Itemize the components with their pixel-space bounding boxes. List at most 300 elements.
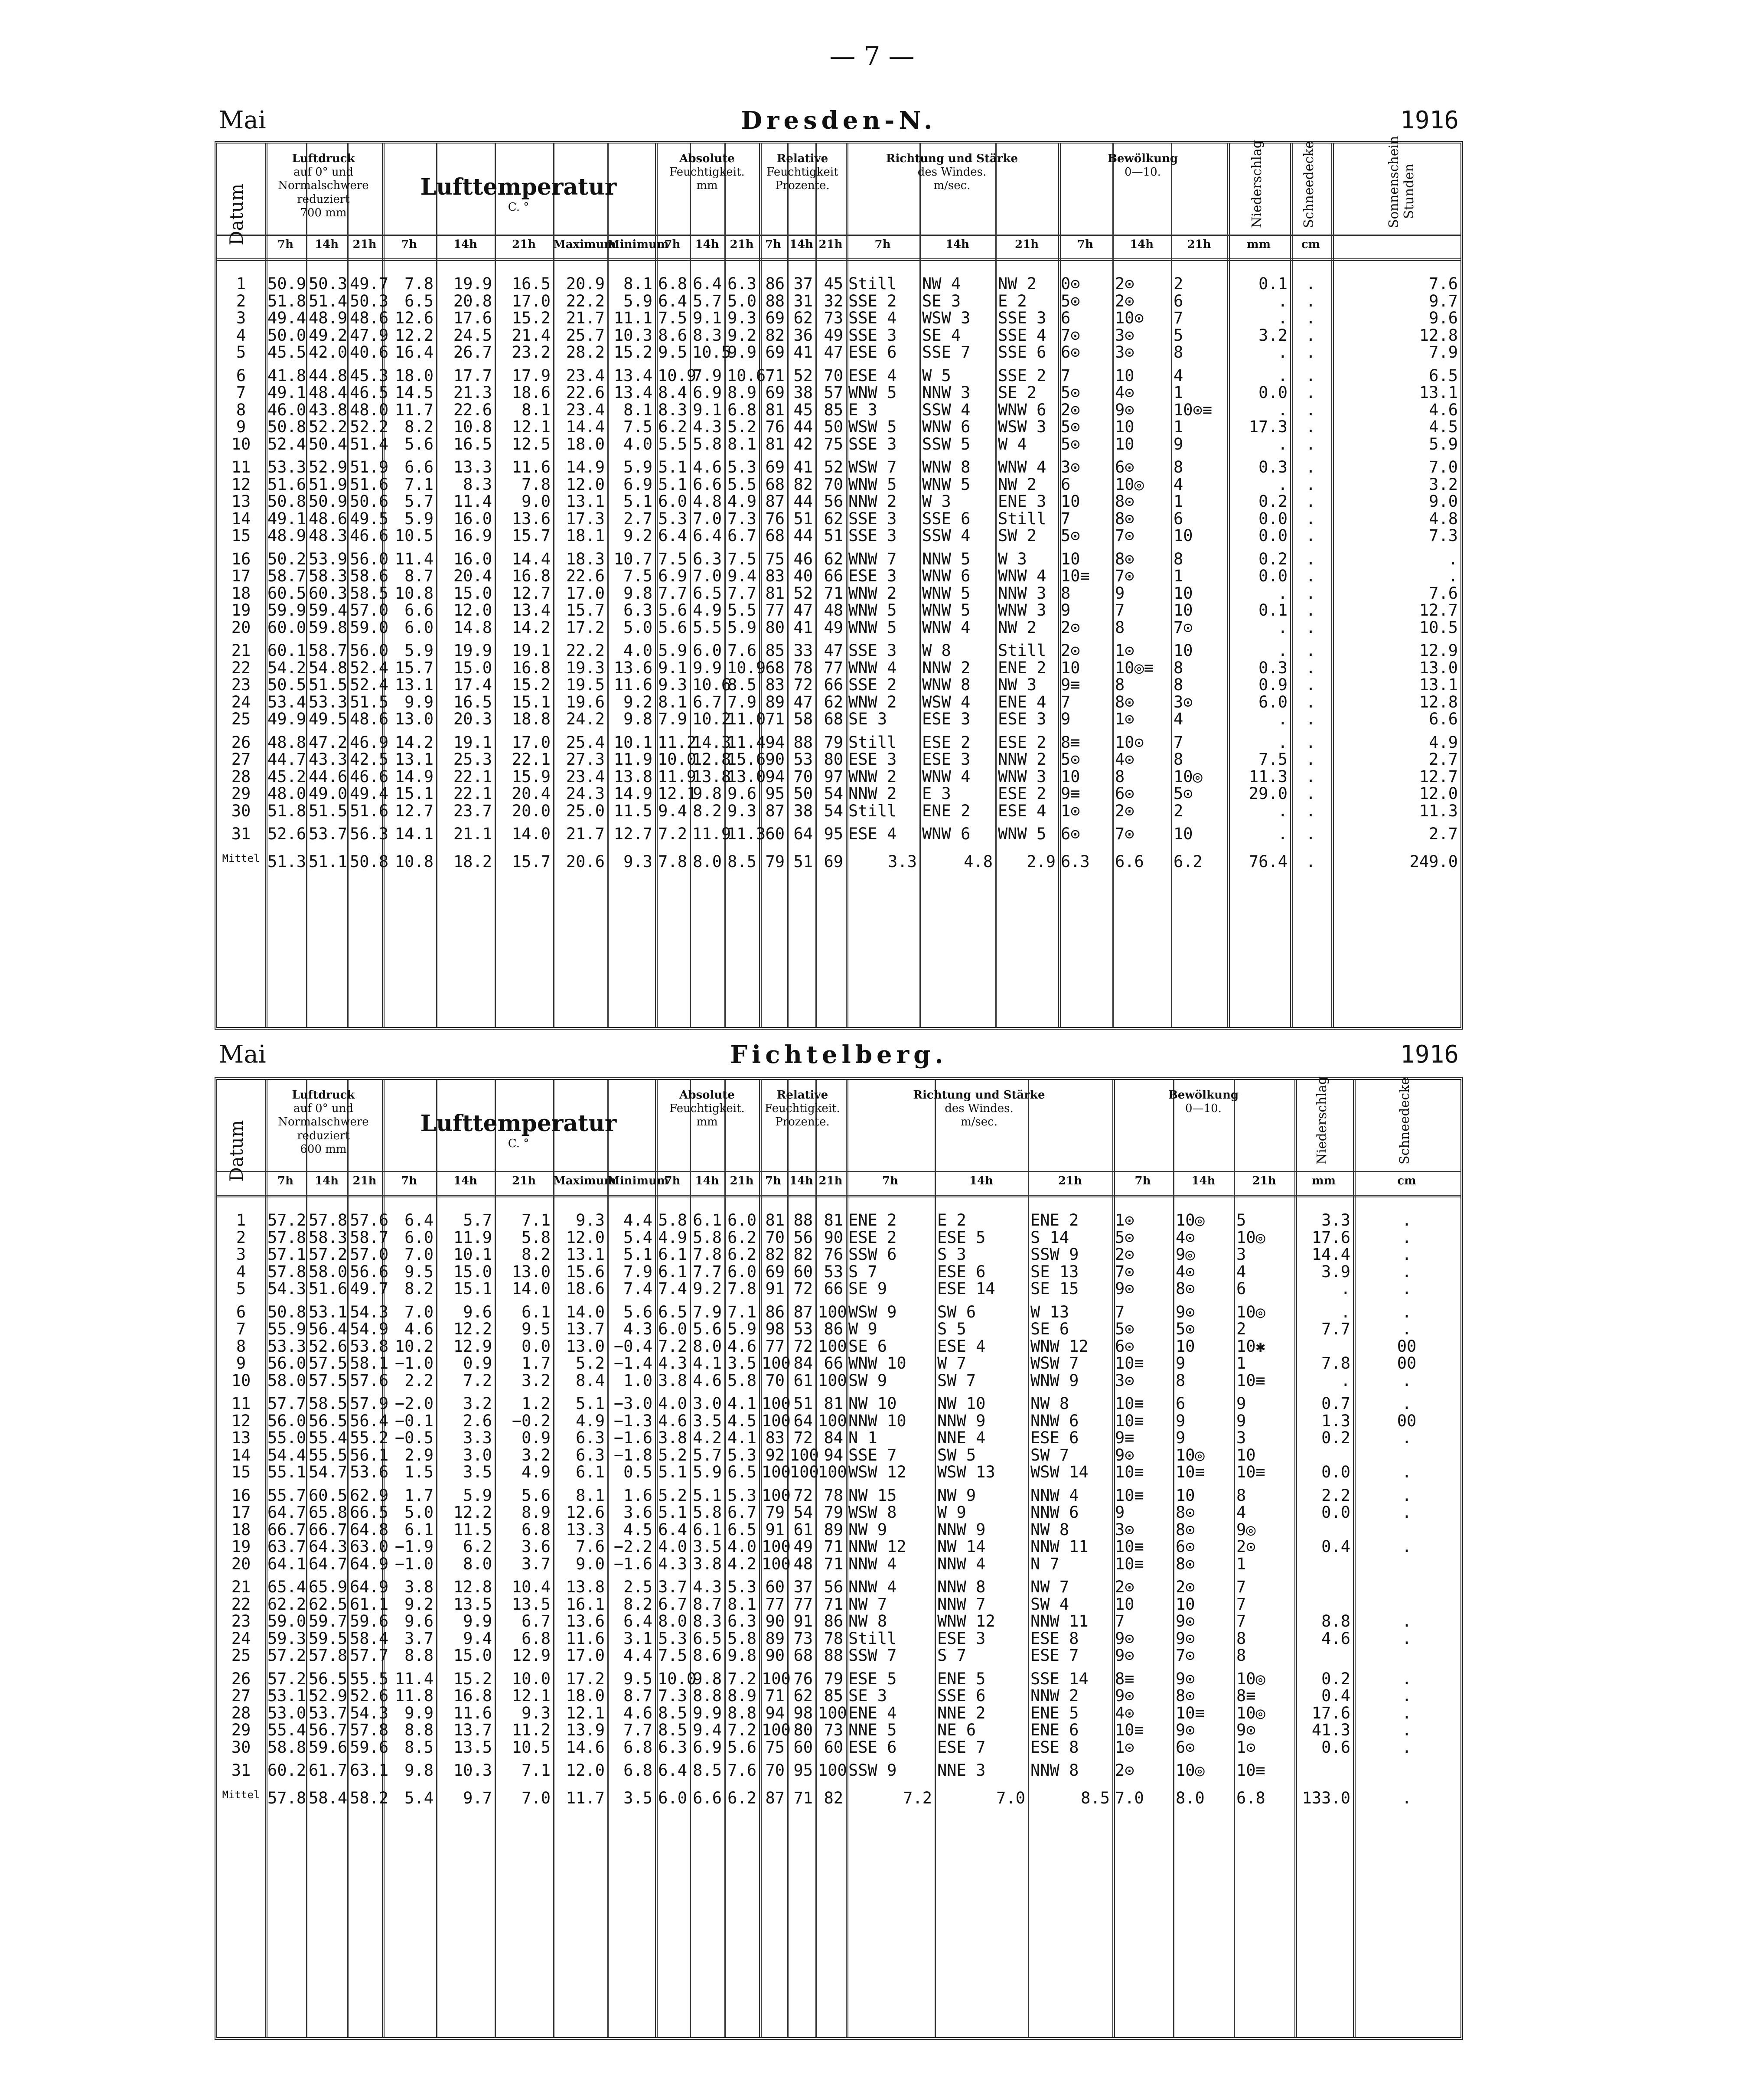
table-cell: 57.1 xyxy=(267,1245,306,1264)
table-cell: 60 xyxy=(824,1738,843,1757)
table-cell: 17 xyxy=(231,1503,251,1522)
table-cell: 6.6 xyxy=(1115,852,1144,871)
table-cell: 100 xyxy=(790,1445,819,1464)
table-cell: Still xyxy=(848,274,897,293)
table-row xyxy=(217,459,1460,476)
fichtelberg-month: Mai xyxy=(219,1040,266,1069)
table-cell: 66.7 xyxy=(309,1520,348,1539)
table-cell: 64.7 xyxy=(309,1554,348,1573)
table-cell: 10.6 xyxy=(727,366,766,385)
table-cell: 7 xyxy=(236,383,246,402)
table-cell: 10.4 xyxy=(512,1578,551,1596)
table-cell: 54.3 xyxy=(350,1703,389,1722)
table-row xyxy=(217,769,1460,786)
table-cell: 9≡ xyxy=(1061,675,1080,694)
table-cell: 64.3 xyxy=(309,1537,348,1556)
table-cell: 2⊙ xyxy=(1176,1578,1195,1596)
table-cell: 6.4 xyxy=(658,1520,687,1539)
table-row xyxy=(217,385,1460,402)
table-cell: WNW 4 xyxy=(998,458,1046,476)
table-cell xyxy=(1356,1447,1458,1464)
table-cell: 45 xyxy=(824,274,843,293)
table-cell: . xyxy=(1278,641,1288,660)
table-cell: 2⊙ xyxy=(1061,641,1080,660)
table-cell: WNW 6 xyxy=(922,825,971,843)
table-cell: E 2 xyxy=(937,1211,966,1229)
table-cell: . xyxy=(1278,343,1288,362)
table-cell: 62 xyxy=(824,692,843,711)
table-cell: 8.3 xyxy=(463,475,492,494)
table-cell: 8 xyxy=(1236,1486,1246,1505)
table-cell: 2⊙ xyxy=(1115,1245,1134,1264)
table-cell: 8.5 xyxy=(727,852,756,871)
table-cell: −0.5 xyxy=(394,1428,434,1447)
table-row xyxy=(217,1487,1460,1505)
table-cell: 64.9 xyxy=(350,1554,389,1573)
table-cell: 10.1 xyxy=(453,1245,492,1264)
table-cell: 0⊙ xyxy=(1061,274,1080,293)
table-cell: 98 xyxy=(793,1703,813,1722)
table-cell: 11.7 xyxy=(566,1788,605,1807)
table-row xyxy=(217,642,1460,660)
table-cell xyxy=(1356,1522,1458,1539)
table-cell: 14.2 xyxy=(512,618,551,637)
table-cell: 53.3 xyxy=(267,1337,306,1356)
table-cell: 56.0 xyxy=(350,641,389,660)
table-cell: 8.9 xyxy=(522,1503,551,1522)
table-cell: 56.1 xyxy=(350,1445,389,1464)
table-cell: 100 xyxy=(818,1302,847,1321)
table-cell: 7.5 xyxy=(1258,750,1288,769)
table-cell: 6.0 xyxy=(727,1211,756,1229)
table-cell: 3 xyxy=(1236,1245,1246,1264)
table-cell: 7.8 xyxy=(404,274,434,293)
table-cell: 54.3 xyxy=(267,1279,306,1298)
table-cell: ESE 4 xyxy=(848,366,897,385)
table-cell: 10 xyxy=(1115,417,1134,436)
table-cell: 7.3 xyxy=(727,509,756,528)
table-cell: 85 xyxy=(824,400,843,419)
table-row xyxy=(217,1647,1460,1665)
table-cell: 11.5 xyxy=(453,1520,492,1539)
table-cell: 5.1 xyxy=(658,1463,687,1481)
table-cell: 52.4 xyxy=(350,675,389,694)
table-cell: WSW 7 xyxy=(1030,1354,1079,1373)
table-cell: 9.3 xyxy=(623,852,652,871)
table-cell: 0.2 xyxy=(1321,1428,1350,1447)
table-cell: 56.3 xyxy=(350,825,389,843)
table-cell: 57.7 xyxy=(350,1646,389,1665)
table-cell: 7.2 xyxy=(727,1669,756,1688)
table-cell: 18.0 xyxy=(394,366,434,385)
table-cell: 12.7 xyxy=(512,584,551,603)
table-cell: NNW 6 xyxy=(1030,1503,1079,1522)
table-cell: 22.1 xyxy=(512,750,551,769)
table-cell: 7.5 xyxy=(727,549,756,568)
table-cell: 6.2 xyxy=(1174,852,1203,871)
table-cell: 7.6 xyxy=(1429,274,1458,293)
table-cell: 56.4 xyxy=(350,1411,389,1430)
table-cell: 11.4 xyxy=(394,549,434,568)
table-cell: 4.0 xyxy=(727,1537,756,1556)
table-cell: 69 xyxy=(765,309,785,327)
table-cell: ENE 3 xyxy=(998,492,1046,511)
table-cell: 2⊙ xyxy=(1061,618,1080,637)
table-cell: 54 xyxy=(824,801,843,820)
table-cell: 100 xyxy=(762,1354,791,1373)
table-cell: NW 7 xyxy=(848,1595,887,1614)
table-cell: S 14 xyxy=(1030,1228,1069,1247)
table-cell: 45.5 xyxy=(267,343,306,362)
table-cell: . xyxy=(1278,366,1288,385)
table-cell: 11.5 xyxy=(613,801,652,820)
table-cell: 9.2 xyxy=(727,326,756,345)
table-cell: 7.7 xyxy=(658,584,687,603)
table-cell: 59.6 xyxy=(350,1738,389,1757)
table-cell: . xyxy=(1306,417,1316,436)
abs-feuchtigkeit-header-line: mm xyxy=(696,179,718,192)
table-cell: 12 xyxy=(231,475,251,494)
table-cell: 51.4 xyxy=(350,434,389,453)
table-cell: 2.9 xyxy=(404,1445,434,1464)
table-cell: 7.5 xyxy=(658,309,687,327)
table-cell: 4.4 xyxy=(623,1211,652,1229)
subheader-cell: cm xyxy=(1301,238,1320,251)
table-cell: 5 xyxy=(1174,326,1183,345)
table-cell: 9.1 xyxy=(693,400,722,419)
table-cell: 4.1 xyxy=(727,1394,756,1413)
table-cell: 30 xyxy=(231,801,251,820)
table-cell: 24.2 xyxy=(566,710,605,728)
table-cell: 71 xyxy=(824,1537,843,1556)
luftdruck-header-line: reduziert xyxy=(297,192,350,206)
table-cell: 0.9 xyxy=(1258,675,1288,694)
table-cell: 49.5 xyxy=(350,509,389,528)
table-cell: . xyxy=(1306,584,1316,603)
table-cell: 8 xyxy=(1174,458,1183,476)
table-cell: 59.6 xyxy=(309,1738,348,1757)
table-cell: . xyxy=(1306,692,1316,711)
table-cell: 6.7 xyxy=(658,1595,687,1614)
table-cell: W 3 xyxy=(922,492,951,511)
table-cell: −0.1 xyxy=(394,1411,434,1430)
table-cell: 37 xyxy=(793,274,813,293)
table-cell: 15.6 xyxy=(566,1262,605,1281)
table-cell: 10≡ xyxy=(1176,1703,1205,1722)
table-cell: 9.4 xyxy=(727,567,756,585)
table-cell: NNW 3 xyxy=(998,584,1046,603)
table-cell: 23.2 xyxy=(512,343,551,362)
table-cell: 6.0 xyxy=(693,641,722,660)
table-cell: 60.2 xyxy=(267,1761,306,1780)
table-cell: 8.2 xyxy=(522,1245,551,1264)
table-cell: 58.0 xyxy=(309,1262,348,1281)
table-cell: 7.9 xyxy=(1429,343,1458,362)
table-cell: 2 xyxy=(1174,801,1183,820)
table-cell: 15.2 xyxy=(512,309,551,327)
header-divider xyxy=(217,1171,1460,1172)
table-cell: 2 xyxy=(236,1228,246,1247)
table-cell: 6.4 xyxy=(404,1211,434,1229)
table-cell: 53 xyxy=(793,750,813,769)
table-cell: 53 xyxy=(793,1320,813,1338)
table-cell: 60.5 xyxy=(309,1486,348,1505)
table-cell: −1.4 xyxy=(613,1354,652,1373)
table-cell: 3.8 xyxy=(404,1578,434,1596)
table-cell: 8.1 xyxy=(576,1486,605,1505)
table-cell: ESE 5 xyxy=(848,1669,897,1688)
table-cell: 12.8 xyxy=(453,1578,492,1596)
table-cell: 51 xyxy=(824,526,843,545)
table-cell: 1.5 xyxy=(404,1463,434,1481)
table-row xyxy=(217,1355,1460,1373)
table-row xyxy=(217,1688,1460,1705)
table-cell: 5.4 xyxy=(404,1788,434,1807)
table-cell: SSW 4 xyxy=(922,526,971,545)
table-cell: 2 xyxy=(236,291,246,310)
table-cell: 56.0 xyxy=(267,1411,306,1430)
table-cell: 18.2 xyxy=(453,852,492,871)
table-cell: 83 xyxy=(765,675,785,694)
table-cell: 48.3 xyxy=(309,526,348,545)
table-cell: 57.6 xyxy=(350,1211,389,1229)
table-cell: 6.8 xyxy=(658,274,687,293)
table-row xyxy=(217,1246,1460,1264)
table-cell: . xyxy=(1278,400,1288,419)
table-cell: SW 7 xyxy=(937,1371,976,1390)
table-cell: 6.9 xyxy=(623,475,652,494)
table-cell: 50.9 xyxy=(309,492,348,511)
table-cell: ENE 5 xyxy=(937,1669,986,1688)
table-cell: SSE 6 xyxy=(998,343,1046,362)
table-cell: 00 xyxy=(1397,1411,1417,1430)
bewoelkung-header-line: 0—10. xyxy=(1125,166,1161,179)
table-cell: W 9 xyxy=(848,1320,877,1338)
table-cell: 9≡ xyxy=(1115,1428,1134,1447)
table-cell: 48.0 xyxy=(267,784,306,803)
table-cell: 43.8 xyxy=(309,400,348,419)
table-cell: 6.5 xyxy=(693,584,722,603)
table-cell: 8.2 xyxy=(404,417,434,436)
table-cell: SSE 3 xyxy=(848,326,897,345)
table-cell: −1.0 xyxy=(394,1554,434,1573)
table-cell: 5.9 xyxy=(693,1463,722,1481)
table-cell: 27.3 xyxy=(566,750,605,769)
table-cell: 5.8 xyxy=(658,1211,687,1229)
subheader-cell: 7h xyxy=(277,238,293,251)
table-cell: NNW 4 xyxy=(937,1554,986,1573)
table-cell: SW 6 xyxy=(937,1302,976,1321)
table-cell: WSW 12 xyxy=(848,1463,906,1481)
table-cell: 9.5 xyxy=(404,1262,434,1281)
table-cell: 4.9 xyxy=(576,1411,605,1430)
table-cell: 13.0 xyxy=(727,767,766,786)
table-cell: 12.9 xyxy=(512,1646,551,1665)
table-cell: 31 xyxy=(231,825,251,843)
table-cell: 57.2 xyxy=(309,1245,348,1264)
table-cell: 14.4 xyxy=(1311,1245,1350,1264)
table-cell: NW 15 xyxy=(848,1486,897,1505)
table-cell: 66 xyxy=(824,1354,843,1373)
table-cell: 5.1 xyxy=(658,475,687,494)
table-cell: 58.8 xyxy=(267,1738,306,1757)
table-cell: 63.0 xyxy=(350,1537,389,1556)
table-cell: 9≡ xyxy=(1061,784,1080,803)
table-cell: 7.8 xyxy=(693,1245,722,1264)
table-row xyxy=(217,826,1460,843)
table-cell: 56 xyxy=(824,1578,843,1596)
table-cell: 11.9 xyxy=(453,1228,492,1247)
table-cell: 7.2 xyxy=(903,1788,932,1807)
table-cell: 90 xyxy=(765,750,785,769)
table-cell: 1⊙ xyxy=(1115,710,1134,728)
table-cell: 51.6 xyxy=(350,801,389,820)
abs-feuchtigkeit-header xyxy=(655,1089,759,1129)
table-cell: 12.8 xyxy=(692,750,731,769)
table-cell: 50.0 xyxy=(267,326,306,345)
table-cell: 57.2 xyxy=(267,1211,306,1229)
table-cell: −1.3 xyxy=(613,1411,652,1430)
lufttemperatur-header-line: Lufttemperatur xyxy=(420,174,617,200)
table-cell: 7.7 xyxy=(1321,1320,1350,1338)
table-cell: 21.7 xyxy=(566,825,605,843)
table-cell: 10 xyxy=(1176,1486,1195,1505)
table-cell: 51.8 xyxy=(267,801,306,820)
mittel-row xyxy=(217,854,1460,871)
table-row xyxy=(217,1338,1460,1356)
table-cell: 66 xyxy=(824,675,843,694)
table-cell: 5.5 xyxy=(727,601,756,620)
table-cell: −1.8 xyxy=(613,1445,652,1464)
table-cell: 20.4 xyxy=(512,784,551,803)
table-cell: 89 xyxy=(765,1629,785,1648)
table-cell: 9.3 xyxy=(727,801,756,820)
table-cell: 5 xyxy=(236,1279,246,1298)
table-cell: 5.9 xyxy=(727,618,756,637)
table-cell: 51 xyxy=(793,509,813,528)
table-cell: 6.1 xyxy=(693,1211,722,1229)
table-cell: 57.2 xyxy=(267,1646,306,1665)
table-cell: NNW 4 xyxy=(1030,1486,1079,1505)
table-cell: 6 xyxy=(1061,475,1071,494)
table-cell: 78 xyxy=(793,658,813,677)
table-cell: 2⊙ xyxy=(1061,400,1080,419)
table-cell: 9 xyxy=(1115,1503,1125,1522)
table-cell: 23 xyxy=(231,1612,251,1630)
table-cell: SSE 2 xyxy=(848,291,897,310)
table-cell: 8 xyxy=(1115,675,1125,694)
datum-header: Datum xyxy=(226,1120,247,1182)
table-cell: . xyxy=(1402,1738,1412,1757)
table-cell: 71 xyxy=(765,1686,785,1705)
subheader-cell: 14h xyxy=(453,1174,478,1187)
table-cell: SSE 14 xyxy=(1030,1669,1089,1688)
table-row xyxy=(217,1671,1460,1688)
table-cell: 9◎ xyxy=(1176,1245,1195,1264)
table-cell: 62 xyxy=(824,509,843,528)
table-cell: 57.0 xyxy=(350,1245,389,1264)
subheader-cell: Minimum xyxy=(607,238,669,251)
table-cell: 8 xyxy=(1174,343,1183,362)
table-cell: 12.2 xyxy=(394,326,434,345)
table-cell: 51.1 xyxy=(309,852,348,871)
table-cell: 10≡ xyxy=(1236,1371,1265,1390)
table-cell xyxy=(1356,1762,1458,1780)
table-cell: 8 xyxy=(1115,618,1125,637)
table-cell: 11.7 xyxy=(394,400,434,419)
table-cell: 10.8 xyxy=(394,584,434,603)
table-cell: 3.3 xyxy=(888,852,917,871)
table-cell: 50.3 xyxy=(350,291,389,310)
table-cell: 69 xyxy=(765,343,785,362)
table-cell: 52.6 xyxy=(267,825,306,843)
table-cell: 9 xyxy=(1236,1411,1246,1430)
table-cell: 56 xyxy=(793,1228,813,1247)
table-cell: 44 xyxy=(793,417,813,436)
table-cell: 7 xyxy=(1115,1612,1125,1630)
table-row xyxy=(217,1212,1460,1229)
table-cell: 16.1 xyxy=(566,1595,605,1614)
table-cell: 54.3 xyxy=(350,1302,389,1321)
table-cell: SW 2 xyxy=(998,526,1037,545)
table-cell: 6.1 xyxy=(658,1262,687,1281)
table-cell: 1 xyxy=(1174,417,1183,436)
table-cell: −1.6 xyxy=(613,1428,652,1447)
table-cell: 0.7 xyxy=(1321,1394,1350,1413)
table-cell: 48.4 xyxy=(309,383,348,402)
table-cell: . xyxy=(1340,1279,1350,1298)
table-cell: . xyxy=(1306,366,1316,385)
table-row xyxy=(217,734,1460,752)
table-cell: 52 xyxy=(793,584,813,603)
table-cell: 3.0 xyxy=(463,1445,492,1464)
table-cell: 69 xyxy=(765,1262,785,1281)
table-cell: NW 9 xyxy=(937,1486,976,1505)
table-cell: 9.5 xyxy=(623,1669,652,1688)
table-cell: 12.0 xyxy=(566,475,605,494)
table-cell: 8.9 xyxy=(727,383,756,402)
table-cell: 9⊙ xyxy=(1115,1686,1134,1705)
table-cell: 10≡ xyxy=(1115,1554,1144,1573)
table-cell: . xyxy=(1278,825,1288,843)
abs-feuchtigkeit-header-line: Absolute xyxy=(679,1089,735,1102)
table-cell: 8 xyxy=(1061,584,1071,603)
table-cell: 49.5 xyxy=(309,710,348,728)
table-cell: 1.7 xyxy=(522,1354,551,1373)
table-cell: 10.5 xyxy=(394,526,434,545)
table-row xyxy=(217,1396,1460,1413)
table-cell: 87 xyxy=(765,492,785,511)
subheader-cell: 14h xyxy=(789,1174,814,1187)
table-cell: WNW 9 xyxy=(1030,1371,1079,1390)
table-cell: 13.4 xyxy=(613,366,652,385)
table-cell: NNW 8 xyxy=(1030,1761,1079,1780)
page-number: — 7 — xyxy=(829,41,915,72)
table-cell: 3.7 xyxy=(658,1578,687,1596)
table-cell: −1.6 xyxy=(613,1554,652,1573)
table-cell: 8⊙ xyxy=(1115,509,1134,528)
table-row xyxy=(217,1762,1460,1780)
table-cell: 7.6 xyxy=(727,641,756,660)
schneedecke-header: Schneedecke xyxy=(1301,140,1317,228)
table-cell: 95 xyxy=(824,825,843,843)
table-cell: WSW 4 xyxy=(922,692,971,711)
table-cell: 15.2 xyxy=(512,675,551,694)
subheader-cell: 7h xyxy=(664,1174,681,1187)
table-cell: 26 xyxy=(231,1669,251,1688)
table-cell: W 3 xyxy=(998,549,1027,568)
table-cell: 59.9 xyxy=(267,601,306,620)
